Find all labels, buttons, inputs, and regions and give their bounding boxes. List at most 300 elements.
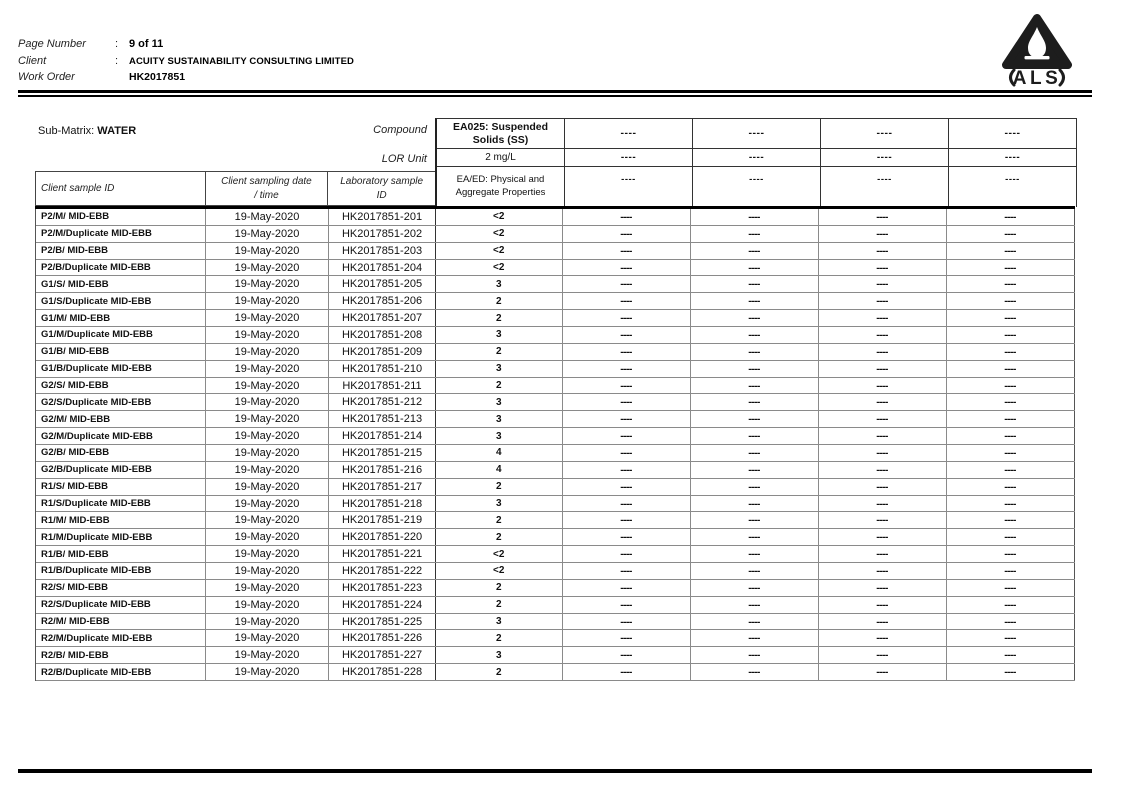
report-header — [18, 38, 354, 88]
result-value-cell: 3 — [436, 361, 563, 377]
page-number-colon: : — [115, 38, 119, 50]
empty-result-cell: ---- — [691, 361, 819, 377]
empty-result-cell: ---- — [563, 512, 691, 528]
result-value-cell: 4 — [436, 462, 563, 478]
lab-id-cell: HK2017851-212 — [329, 394, 436, 410]
client-colon: : — [115, 54, 119, 67]
lab-id-cell: HK2017851-215 — [329, 445, 436, 461]
empty-result-cell: ---- — [947, 411, 1075, 427]
table-row — [36, 243, 1075, 260]
sub-matrix — [38, 125, 136, 137]
table-row — [36, 664, 1075, 681]
sampling-date-cell: 19-May-2020 — [206, 344, 329, 360]
analyte-name-cell — [437, 119, 564, 149]
lab-id-cell: HK2017851-228 — [329, 664, 436, 680]
sampling-date-cell: 19-May-2020 — [206, 428, 329, 444]
sampling-date-cell: 19-May-2020 — [206, 597, 329, 613]
empty-result-cell: ---- — [947, 546, 1075, 562]
table-row — [36, 647, 1075, 664]
sub-matrix-value: WATER — [97, 125, 137, 137]
empty-result-cell: ---- — [819, 664, 947, 680]
empty-result-cell: ---- — [947, 209, 1075, 225]
empty-result-cell: ---- — [691, 344, 819, 360]
lab-id-cell: HK2017851-214 — [329, 428, 436, 444]
lab-id-cell: HK2017851-204 — [329, 260, 436, 276]
result-value-cell: 3 — [436, 327, 563, 343]
empty-result-cell: ---- — [691, 243, 819, 259]
empty-result-cell: ---- — [819, 209, 947, 225]
empty-result-cell: ---- — [947, 260, 1075, 276]
table-row — [36, 428, 1075, 445]
empty-result-cell: ---- — [819, 630, 947, 646]
empty-result-cell: ---- — [819, 327, 947, 343]
table-row — [36, 529, 1075, 546]
sample-id-cell: G1/B/ MID-EBB — [36, 344, 206, 360]
lab-id-cell: HK2017851-220 — [329, 529, 436, 545]
table-body — [35, 209, 1075, 681]
empty-result-cell: ---- — [947, 462, 1075, 478]
sample-id-cell: G2/S/ MID-EBB — [36, 378, 206, 394]
lab-id-cell: HK2017851-219 — [329, 512, 436, 528]
sampling-date-cell: 19-May-2020 — [206, 529, 329, 545]
sampling-date-cell: 19-May-2020 — [206, 462, 329, 478]
compound-row-label: Compound — [373, 124, 427, 136]
analyte-lor-cell: 2 mg/L — [437, 149, 564, 167]
sample-id-cell: R1/M/ MID-EBB — [36, 512, 206, 528]
sample-id-cell: R2/S/ MID-EBB — [36, 580, 206, 596]
empty-result-cell: ---- — [563, 276, 691, 292]
empty-result-cell: ---- — [947, 664, 1075, 680]
footer-rule — [18, 769, 1092, 773]
empty-result-cell: ---- — [819, 597, 947, 613]
sampling-date-cell: 19-May-2020 — [206, 664, 329, 680]
client-label: Client — [18, 54, 47, 67]
sample-id-cell: R2/M/ MID-EBB — [36, 614, 206, 630]
empty-result-cell: ---- — [819, 614, 947, 630]
table-row — [36, 276, 1075, 293]
empty-result-cell: ---- — [563, 529, 691, 545]
table-row — [36, 614, 1075, 631]
compound-column-empty-3 — [821, 119, 949, 207]
work-order-row — [18, 71, 354, 88]
table-row — [36, 546, 1075, 563]
empty-result-cell: ---- — [691, 563, 819, 579]
empty-result-cell: ---- — [691, 276, 819, 292]
table-row — [36, 394, 1075, 411]
sampling-date-line1: Client sampling date — [221, 175, 312, 187]
result-value-cell: 3 — [436, 276, 563, 292]
sample-id-cell: R2/S/Duplicate MID-EBB — [36, 597, 206, 613]
result-value-cell: 3 — [436, 411, 563, 427]
empty-result-cell: ---- — [947, 563, 1075, 579]
lab-id-cell: HK2017851-216 — [329, 462, 436, 478]
lab-id-cell: HK2017851-206 — [329, 293, 436, 309]
empty-method-cell: ---- — [1005, 174, 1020, 185]
compound-header-group — [435, 118, 1077, 207]
empty-result-cell: ---- — [947, 310, 1075, 326]
empty-result-cell: ---- — [947, 276, 1075, 292]
sampling-date-cell: 19-May-2020 — [206, 378, 329, 394]
sampling-date-cell: 19-May-2020 — [206, 310, 329, 326]
sample-id-cell: P2/M/Duplicate MID-EBB — [36, 226, 206, 242]
empty-result-cell: ---- — [691, 445, 819, 461]
lab-id-cell: HK2017851-226 — [329, 630, 436, 646]
empty-result-cell: ---- — [563, 327, 691, 343]
result-value-cell: <2 — [436, 563, 563, 579]
empty-result-cell: ---- — [819, 479, 947, 495]
result-value-cell: <2 — [436, 226, 563, 242]
sample-id-cell: R1/S/Duplicate MID-EBB — [36, 496, 206, 512]
lab-id-cell: HK2017851-203 — [329, 243, 436, 259]
result-value-cell: 2 — [436, 630, 563, 646]
empty-result-cell: ---- — [819, 260, 947, 276]
page-number-value: 9 of 11 — [129, 38, 164, 50]
empty-result-cell: ---- — [819, 428, 947, 444]
empty-result-cell: ---- — [691, 529, 819, 545]
empty-name-cell: ---- — [565, 119, 692, 149]
compound-column-empty-1 — [565, 119, 693, 207]
lab-sample-id-header — [328, 172, 435, 205]
sampling-date-cell: 19-May-2020 — [206, 479, 329, 495]
table-row — [36, 479, 1075, 496]
sample-id-cell: G1/S/Duplicate MID-EBB — [36, 293, 206, 309]
sample-id-cell: R2/M/Duplicate MID-EBB — [36, 630, 206, 646]
empty-result-cell: ---- — [819, 226, 947, 242]
table-row — [36, 226, 1075, 243]
sample-id-cell: R2/B/Duplicate MID-EBB — [36, 664, 206, 680]
empty-result-cell: ---- — [563, 580, 691, 596]
empty-result-cell: ---- — [691, 630, 819, 646]
lab-id-cell: HK2017851-205 — [329, 276, 436, 292]
sampling-date-cell: 19-May-2020 — [206, 614, 329, 630]
lab-id-cell: HK2017851-222 — [329, 563, 436, 579]
lab-id-cell: HK2017851-213 — [329, 411, 436, 427]
empty-result-cell: ---- — [563, 597, 691, 613]
left-column-headers — [35, 171, 435, 206]
result-value-cell: 2 — [436, 293, 563, 309]
sampling-date-cell: 19-May-2020 — [206, 327, 329, 343]
empty-result-cell: ---- — [563, 394, 691, 410]
table-row — [36, 597, 1075, 614]
table-row — [36, 327, 1075, 344]
table-row — [36, 344, 1075, 361]
empty-result-cell: ---- — [691, 310, 819, 326]
lab-id-cell: HK2017851-201 — [329, 209, 436, 225]
empty-result-cell: ---- — [947, 647, 1075, 663]
sampling-date-cell: 19-May-2020 — [206, 226, 329, 242]
empty-result-cell: ---- — [947, 512, 1075, 528]
lab-id-cell: HK2017851-207 — [329, 310, 436, 326]
empty-result-cell: ---- — [563, 243, 691, 259]
sampling-date-cell: 19-May-2020 — [206, 293, 329, 309]
result-value-cell: 4 — [436, 445, 563, 461]
result-value-cell: <2 — [436, 546, 563, 562]
table-row — [36, 411, 1075, 428]
sampling-date-cell: 19-May-2020 — [206, 361, 329, 377]
empty-result-cell: ---- — [563, 344, 691, 360]
result-value-cell: 3 — [436, 394, 563, 410]
sampling-date-cell: 19-May-2020 — [206, 276, 329, 292]
empty-result-cell: ---- — [691, 580, 819, 596]
empty-lor-cell: ---- — [693, 149, 820, 167]
empty-result-cell: ---- — [819, 546, 947, 562]
work-order-value: HK2017851 — [129, 71, 186, 83]
empty-result-cell: ---- — [819, 445, 947, 461]
sampling-date-cell: 19-May-2020 — [206, 445, 329, 461]
table-row — [36, 496, 1075, 513]
table-row — [36, 260, 1075, 277]
empty-result-cell: ---- — [563, 563, 691, 579]
result-value-cell: 3 — [436, 614, 563, 630]
empty-result-cell: ---- — [563, 428, 691, 444]
client-value: ACUITY SUSTAINABILITY CONSULTING LIMITED — [129, 55, 354, 67]
empty-result-cell: ---- — [819, 394, 947, 410]
empty-method-cell: ---- — [877, 174, 892, 185]
empty-result-cell: ---- — [947, 529, 1075, 545]
lab-id-cell: HK2017851-208 — [329, 327, 436, 343]
empty-result-cell: ---- — [819, 243, 947, 259]
empty-result-cell: ---- — [691, 664, 819, 680]
empty-result-cell: ---- — [819, 378, 947, 394]
sampling-date-cell: 19-May-2020 — [206, 260, 329, 276]
empty-result-cell: ---- — [563, 496, 691, 512]
empty-name-cell: ---- — [821, 119, 948, 149]
lab-id-cell: HK2017851-223 — [329, 580, 436, 596]
empty-result-cell: ---- — [563, 411, 691, 427]
result-value-cell: 2 — [436, 664, 563, 680]
empty-result-cell: ---- — [691, 327, 819, 343]
sample-id-cell: G2/M/Duplicate MID-EBB — [36, 428, 206, 444]
table-row — [36, 462, 1075, 479]
sample-id-cell: R1/B/ MID-EBB — [36, 546, 206, 562]
empty-result-cell: ---- — [691, 479, 819, 495]
lab-id-cell: HK2017851-202 — [329, 226, 436, 242]
lab-sample-line1: Laboratory sample — [340, 175, 424, 187]
sampling-date-header — [206, 172, 329, 205]
result-value-cell: 2 — [436, 378, 563, 394]
empty-result-cell: ---- — [563, 260, 691, 276]
sample-id-cell: G2/B/ MID-EBB — [36, 445, 206, 461]
table-row — [36, 310, 1075, 327]
empty-result-cell: ---- — [691, 260, 819, 276]
empty-result-cell: ---- — [819, 462, 947, 478]
sampling-date-cell: 19-May-2020 — [206, 580, 329, 596]
empty-result-cell: ---- — [691, 226, 819, 242]
empty-result-cell: ---- — [819, 276, 947, 292]
lab-id-cell: HK2017851-218 — [329, 496, 436, 512]
sampling-date-cell: 19-May-2020 — [206, 563, 329, 579]
empty-result-cell: ---- — [947, 445, 1075, 461]
lab-id-cell: HK2017851-209 — [329, 344, 436, 360]
sampling-date-cell: 19-May-2020 — [206, 512, 329, 528]
sample-id-cell: G1/M/Duplicate MID-EBB — [36, 327, 206, 343]
empty-result-cell: ---- — [947, 428, 1075, 444]
sample-id-cell: R1/M/Duplicate MID-EBB — [36, 529, 206, 545]
sample-id-cell: G2/M/ MID-EBB — [36, 411, 206, 427]
lab-id-cell: HK2017851-210 — [329, 361, 436, 377]
lab-id-cell: HK2017851-225 — [329, 614, 436, 630]
sample-id-cell: G1/S/ MID-EBB — [36, 276, 206, 292]
result-value-cell: 3 — [436, 647, 563, 663]
table-row — [36, 512, 1075, 529]
sub-matrix-label: Sub-Matrix: — [38, 125, 98, 137]
table-row — [36, 361, 1075, 378]
empty-lor-cell: ---- — [949, 149, 1076, 167]
empty-result-cell: ---- — [819, 293, 947, 309]
empty-result-cell: ---- — [563, 664, 691, 680]
table-row — [36, 445, 1075, 462]
lab-id-cell: HK2017851-217 — [329, 479, 436, 495]
sample-id-cell: P2/B/Duplicate MID-EBB — [36, 260, 206, 276]
table-row — [36, 293, 1075, 310]
empty-result-cell: ---- — [947, 614, 1075, 630]
empty-result-cell: ---- — [563, 209, 691, 225]
sampling-date-cell: 19-May-2020 — [206, 496, 329, 512]
result-value-cell: 2 — [436, 580, 563, 596]
analyte-method-cell — [437, 167, 564, 207]
result-value-cell: 3 — [436, 496, 563, 512]
empty-result-cell: ---- — [563, 630, 691, 646]
page-number-label: Page Number — [18, 38, 86, 50]
analyte-method-line2: Aggregate Properties — [455, 187, 546, 198]
empty-result-cell: ---- — [947, 394, 1075, 410]
sample-id-cell: R1/S/ MID-EBB — [36, 479, 206, 495]
lor-unit-row-label: LOR Unit — [381, 153, 427, 165]
client-sample-id-header: Client sample ID — [36, 172, 206, 205]
lab-id-cell: HK2017851-224 — [329, 597, 436, 613]
empty-result-cell: ---- — [947, 293, 1075, 309]
table-row — [36, 378, 1075, 395]
lab-id-cell: HK2017851-227 — [329, 647, 436, 663]
empty-result-cell: ---- — [947, 226, 1075, 242]
lab-id-cell: HK2017851-211 — [329, 378, 436, 394]
empty-result-cell: ---- — [819, 496, 947, 512]
empty-result-cell: ---- — [691, 394, 819, 410]
sampling-date-line2: / time — [254, 189, 279, 201]
sample-id-cell: G2/S/Duplicate MID-EBB — [36, 394, 206, 410]
empty-result-cell: ---- — [691, 512, 819, 528]
empty-result-cell: ---- — [691, 378, 819, 394]
empty-result-cell: ---- — [691, 647, 819, 663]
sample-id-cell: G2/B/Duplicate MID-EBB — [36, 462, 206, 478]
als-logo — [997, 10, 1077, 88]
empty-result-cell: ---- — [819, 580, 947, 596]
sample-id-cell: R1/B/Duplicate MID-EBB — [36, 563, 206, 579]
empty-result-cell: ---- — [819, 512, 947, 528]
result-value-cell: 2 — [436, 512, 563, 528]
empty-name-cell: ---- — [949, 119, 1076, 149]
result-value-cell: 2 — [436, 597, 563, 613]
sampling-date-cell: 19-May-2020 — [206, 243, 329, 259]
empty-result-cell: ---- — [563, 226, 691, 242]
analyte-name-line2: Solids (SS) — [472, 133, 529, 146]
empty-result-cell: ---- — [563, 378, 691, 394]
empty-lor-cell: ---- — [821, 149, 948, 167]
page-number-row — [18, 38, 354, 55]
compound-column-ea025 — [437, 119, 565, 207]
sample-id-cell: P2/M/ MID-EBB — [36, 209, 206, 225]
empty-result-cell: ---- — [691, 428, 819, 444]
table-row — [36, 630, 1075, 647]
empty-result-cell: ---- — [563, 310, 691, 326]
empty-result-cell: ---- — [819, 529, 947, 545]
empty-result-cell: ---- — [563, 462, 691, 478]
empty-result-cell: ---- — [691, 614, 819, 630]
sample-id-cell: R2/B/ MID-EBB — [36, 647, 206, 663]
lab-sample-line2: ID — [376, 189, 387, 201]
result-value-cell: 2 — [436, 344, 563, 360]
als-logo-graphic — [997, 10, 1077, 88]
empty-result-cell: ---- — [947, 479, 1075, 495]
empty-result-cell: ---- — [819, 361, 947, 377]
empty-result-cell: ---- — [691, 293, 819, 309]
compound-column-empty-2 — [693, 119, 821, 207]
empty-result-cell: ---- — [563, 546, 691, 562]
empty-result-cell: ---- — [563, 647, 691, 663]
empty-method-cell: ---- — [749, 174, 764, 185]
analyte-method-line1: EA/ED: Physical and — [456, 174, 545, 185]
empty-result-cell: ---- — [563, 361, 691, 377]
empty-result-cell: ---- — [947, 327, 1075, 343]
sampling-date-cell: 19-May-2020 — [206, 546, 329, 562]
logo-text: ALS — [1012, 68, 1062, 88]
sampling-date-cell: 19-May-2020 — [206, 647, 329, 663]
empty-result-cell: ---- — [691, 496, 819, 512]
result-value-cell: <2 — [436, 260, 563, 276]
empty-method-cell: ---- — [621, 174, 636, 185]
sampling-date-cell: 19-May-2020 — [206, 411, 329, 427]
empty-result-cell: ---- — [819, 310, 947, 326]
sample-id-cell: G1/M/ MID-EBB — [36, 310, 206, 326]
empty-result-cell: ---- — [691, 209, 819, 225]
header-rule-thick — [18, 90, 1092, 93]
table-row — [36, 563, 1075, 580]
empty-result-cell: ---- — [947, 630, 1075, 646]
compound-column-empty-4 — [949, 119, 1077, 207]
empty-result-cell: ---- — [819, 411, 947, 427]
empty-result-cell: ---- — [947, 243, 1075, 259]
empty-result-cell: ---- — [819, 344, 947, 360]
client-row — [18, 55, 354, 72]
empty-name-cell: ---- — [693, 119, 820, 149]
result-value-cell: <2 — [436, 209, 563, 225]
empty-result-cell: ---- — [691, 462, 819, 478]
empty-result-cell: ---- — [563, 479, 691, 495]
empty-result-cell: ---- — [563, 293, 691, 309]
lab-id-cell: HK2017851-221 — [329, 546, 436, 562]
result-value-cell: <2 — [436, 243, 563, 259]
empty-result-cell: ---- — [691, 546, 819, 562]
analyte-name-line1: EA025: Suspended — [452, 120, 549, 133]
empty-result-cell: ---- — [947, 580, 1075, 596]
table-row — [36, 580, 1075, 597]
sampling-date-cell: 19-May-2020 — [206, 630, 329, 646]
empty-result-cell: ---- — [947, 361, 1075, 377]
empty-result-cell: ---- — [563, 614, 691, 630]
empty-result-cell: ---- — [563, 445, 691, 461]
result-value-cell: 2 — [436, 310, 563, 326]
empty-result-cell: ---- — [947, 597, 1075, 613]
empty-result-cell: ---- — [947, 496, 1075, 512]
empty-result-cell: ---- — [947, 344, 1075, 360]
empty-result-cell: ---- — [819, 563, 947, 579]
work-order-label: Work Order — [18, 71, 75, 83]
empty-lor-cell: ---- — [565, 149, 692, 167]
empty-result-cell: ---- — [819, 647, 947, 663]
header-rule-thin — [18, 95, 1092, 97]
empty-result-cell: ---- — [947, 378, 1075, 394]
sample-id-cell: G1/B/Duplicate MID-EBB — [36, 361, 206, 377]
